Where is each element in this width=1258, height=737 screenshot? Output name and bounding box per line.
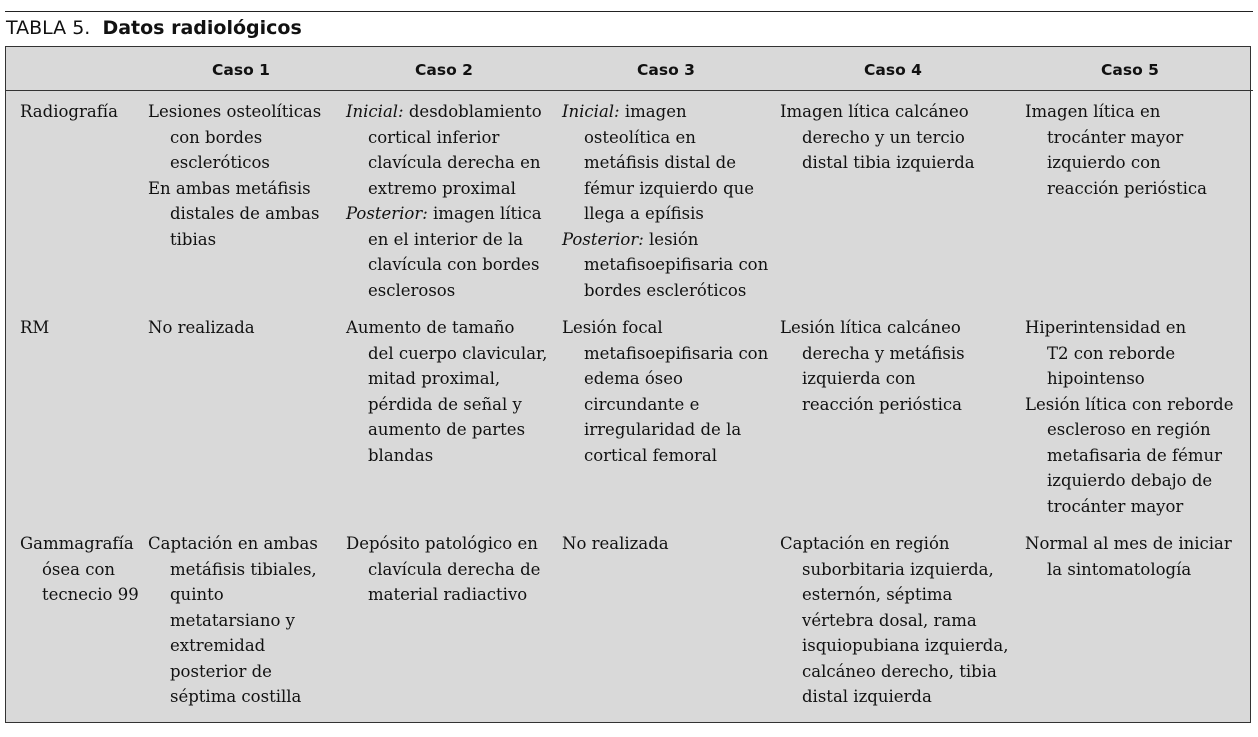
cell-line-text: escleróticos <box>170 153 270 172</box>
cell-line-text: bordes escleróticos <box>584 280 747 300</box>
cell-line <box>1025 443 1233 469</box>
cell-line-text: Captación en ambas <box>148 534 318 553</box>
column-header-caso-5: Caso 5 <box>1101 61 1159 79</box>
cell-line-text: distal tibia izquierda <box>802 153 975 172</box>
cell-line-text: izquierdo debajo de <box>1047 471 1213 490</box>
cell-rm-caso-4 <box>780 315 965 417</box>
cell-line-text: extremo proximal <box>368 178 516 198</box>
cell-line <box>780 366 965 392</box>
cell-line <box>148 684 318 710</box>
cell-line <box>562 417 768 443</box>
cell-line-text: metafisaria de fémur <box>1047 445 1223 465</box>
cell-line-text: con bordes <box>170 127 263 147</box>
cell-line <box>562 176 768 202</box>
cell-rm-caso-2 <box>346 315 547 468</box>
cell-line <box>1025 417 1233 443</box>
cell-line-text: distal izquierda <box>802 687 932 706</box>
cell-line <box>346 443 547 469</box>
cell-line-text: derecha y metáfisis <box>802 343 965 363</box>
cell-line <box>562 125 768 151</box>
cell-line-text: trocánter mayor <box>1047 496 1184 516</box>
cell-line <box>148 99 321 125</box>
cell-line <box>148 201 321 227</box>
cell-line-text: esclerosos <box>368 280 456 300</box>
cell-line-text: edema óseo <box>584 369 683 388</box>
cell-rm-caso-3 <box>562 315 768 468</box>
cell-line-text: del cuerpo clavicular, <box>368 343 548 363</box>
cell-line-text: tibias <box>170 229 217 249</box>
cell-radiografia-caso-1 <box>148 99 321 252</box>
cell-line-text: desdoblamiento <box>408 102 542 121</box>
cell-line <box>346 227 542 253</box>
cell-radiografia-caso-5 <box>1025 99 1207 201</box>
cell-line <box>780 99 975 125</box>
cell-line-text: metáfisis tibiales, <box>170 559 317 579</box>
cell-line-text: Normal al mes de iniciar <box>1025 534 1232 553</box>
cell-line <box>148 659 318 685</box>
cell-line <box>1025 531 1232 557</box>
cell-line-text: Lesiones osteolíticas <box>148 102 322 121</box>
cell-line <box>562 392 768 418</box>
cell-line <box>562 201 768 227</box>
cell-line-text: reacción perióstica <box>802 394 962 414</box>
cell-line <box>562 278 768 304</box>
cell-line <box>148 125 321 151</box>
cell-line-text: clavícula derecha de <box>368 559 541 579</box>
cell-line <box>780 659 1008 685</box>
row-label-line: Radiografía <box>20 102 118 121</box>
cell-line-text: Lesión lítica calcáneo <box>780 318 961 337</box>
cell-line <box>562 443 768 469</box>
cell-line <box>780 633 1008 659</box>
cell-line-text: material radiactivo <box>368 585 528 604</box>
cell-gammagrafia-caso-4 <box>780 531 1008 710</box>
cell-line <box>346 557 540 583</box>
cell-line-text: En ambas metáfisis <box>148 178 311 198</box>
cell-line-text: Captación en región <box>780 534 950 553</box>
cell-line-text: metafisoepifisaria con <box>584 255 769 274</box>
cell-line-text: imagen <box>624 102 687 121</box>
row-label-gammagrafia <box>20 531 139 608</box>
caption-number: TABLA 5. <box>6 17 91 39</box>
cell-line-text: lesión <box>649 229 699 249</box>
cell-line <box>1025 366 1233 392</box>
cell-line <box>1025 176 1207 202</box>
top-rule <box>5 11 1253 12</box>
cell-line <box>780 150 975 176</box>
cell-line-text: No realizada <box>148 318 255 337</box>
cell-gammagrafia-caso-1 <box>148 531 318 710</box>
cell-line-text: distales de ambas <box>170 204 320 223</box>
cell-radiografia-caso-2 <box>346 99 542 303</box>
cell-line <box>346 341 547 367</box>
row-label-line: RM <box>20 318 50 337</box>
cell-line <box>1025 341 1233 367</box>
cell-line-text: esternón, séptima <box>802 585 953 604</box>
cell-line <box>148 315 255 341</box>
row-label-line: ósea con <box>42 559 116 579</box>
cell-line-text: suborbitaria izquierda, <box>802 559 994 579</box>
cell-line <box>1025 150 1207 176</box>
cell-line <box>346 278 542 304</box>
row-label-line: tecnecio 99 <box>42 585 139 604</box>
cell-line <box>346 125 542 151</box>
cell-rm-caso-5 <box>1025 315 1233 519</box>
cell-gammagrafia-caso-5 <box>1025 531 1232 582</box>
cell-line <box>562 227 768 253</box>
cell-line <box>346 99 542 125</box>
cell-line-text: circundante e <box>584 394 700 414</box>
row-label-rm <box>20 315 49 341</box>
cell-line <box>346 150 542 176</box>
cell-line <box>1025 494 1233 520</box>
cell-line <box>780 684 1008 710</box>
cell-line-text: Aumento de tamaño <box>346 318 515 337</box>
cell-line <box>780 582 1008 608</box>
cell-line-text: Lesión focal <box>562 318 663 337</box>
cell-line <box>780 608 1008 634</box>
cell-line <box>148 176 321 202</box>
cell-line <box>562 99 768 125</box>
cell-line <box>148 633 318 659</box>
cell-line-text: Imagen lítica calcáneo <box>780 102 969 121</box>
cell-radiografia-caso-4 <box>780 99 975 176</box>
cell-line-text: metatarsiano y <box>170 610 295 630</box>
cell-line-text: la sintomatología <box>1047 559 1192 579</box>
cell-line <box>562 252 768 278</box>
cell-line-text: mitad proximal, <box>368 369 501 388</box>
cell-line <box>346 201 542 227</box>
cell-line-text: isquiopubiana izquierda, <box>802 636 1009 655</box>
cell-line-text: derecho y un tercio <box>802 127 965 147</box>
cell-line <box>780 315 965 341</box>
cell-line <box>780 557 1008 583</box>
cell-line-text: reacción perióstica <box>1047 178 1207 198</box>
cell-line-text: llega a epífisis <box>584 204 704 223</box>
cell-line-text: imagen lítica <box>433 204 542 223</box>
cell-line <box>780 341 965 367</box>
cell-line-text: fémur izquierdo que <box>584 178 755 198</box>
cell-line <box>562 315 768 341</box>
cell-line <box>346 392 547 418</box>
cell-line-text: posterior de <box>170 661 272 681</box>
cell-line <box>562 150 768 176</box>
cell-line <box>346 582 540 608</box>
cell-line-text: en el interior de la <box>368 229 524 249</box>
cell-line <box>346 252 542 278</box>
cell-line-text: T2 con reborde <box>1047 343 1176 363</box>
cell-line-text: osteolítica en <box>584 127 696 147</box>
cell-line <box>148 557 318 583</box>
cell-line <box>346 315 547 341</box>
cell-line-text: metafisoepifisaria con <box>584 343 769 363</box>
cell-line-text: Lesión lítica con reborde <box>1025 394 1234 414</box>
cell-line <box>1025 557 1232 583</box>
cell-line-italic-label: Inicial: <box>562 102 620 121</box>
cell-line <box>346 176 542 202</box>
cell-line-text: clavícula derecha en <box>368 153 541 172</box>
cell-line-italic-label: Inicial: <box>346 102 404 121</box>
cell-line-text: No realizada <box>562 534 669 553</box>
cell-line-text: Depósito patológico en <box>346 534 538 553</box>
cell-line-text: Hiperintensidad en <box>1025 318 1187 337</box>
column-header-caso-4: Caso 4 <box>864 61 922 79</box>
cell-line <box>780 125 975 151</box>
column-header-caso-3: Caso 3 <box>637 61 695 79</box>
cell-line-text: clavícula con bordes <box>368 255 540 274</box>
cell-line <box>1025 392 1233 418</box>
cell-line <box>562 531 669 557</box>
cell-line <box>780 392 965 418</box>
cell-line-text: cortical inferior <box>368 127 500 147</box>
cell-line-italic-label: Posterior: <box>562 229 644 249</box>
cell-line-text: izquierda con <box>802 369 916 388</box>
cell-line-text: séptima costilla <box>170 687 302 706</box>
cell-line-text: pérdida de señal y <box>368 394 522 414</box>
cell-line-text: calcáneo derecho, tibia <box>802 661 997 681</box>
cell-line <box>148 227 321 253</box>
cell-line <box>148 608 318 634</box>
cell-line <box>562 366 768 392</box>
cell-line-text: escleroso en región <box>1047 420 1211 439</box>
cell-radiografia-caso-3 <box>562 99 768 303</box>
cell-rm-caso-1 <box>148 315 255 341</box>
cell-line <box>148 531 318 557</box>
cell-line <box>346 417 547 443</box>
cell-line-text: izquierdo con <box>1047 153 1161 172</box>
cell-line <box>1025 468 1233 494</box>
table-caption <box>6 17 302 39</box>
cell-line-text: trocánter mayor <box>1047 127 1184 147</box>
cell-line <box>346 366 547 392</box>
cell-gammagrafia-caso-2 <box>346 531 540 608</box>
row-label-line: Gammagrafía <box>20 534 134 553</box>
cell-line-italic-label: Posterior: <box>346 204 428 223</box>
cell-line <box>1025 315 1233 341</box>
cell-line <box>148 582 318 608</box>
cell-line-text: irregularidad de la <box>584 420 742 439</box>
cell-line <box>1025 99 1207 125</box>
cell-line <box>346 531 540 557</box>
cell-line <box>1025 125 1207 151</box>
row-label-radiografia <box>20 99 118 125</box>
cell-line-text: extremidad <box>170 636 266 655</box>
cell-line-text: metáfisis distal de <box>584 153 736 172</box>
cell-line-text: aumento de partes <box>368 420 526 439</box>
column-header-caso-1: Caso 1 <box>212 61 270 79</box>
cell-line-text: blandas <box>368 445 434 465</box>
column-header-caso-2: Caso 2 <box>415 61 473 79</box>
cell-line-text: Imagen lítica en <box>1025 102 1161 121</box>
cell-gammagrafia-caso-3 <box>562 531 669 557</box>
cell-line-text: quinto <box>170 585 224 604</box>
cell-line <box>780 531 1008 557</box>
caption-title: Datos radiológicos <box>102 17 302 39</box>
cell-line-text: hipointenso <box>1047 369 1145 388</box>
header-rule <box>5 90 1253 91</box>
cell-line-text: cortical femoral <box>584 445 718 465</box>
cell-line <box>562 341 768 367</box>
cell-line <box>148 150 321 176</box>
cell-line-text: vértebra dosal, rama <box>802 610 977 630</box>
